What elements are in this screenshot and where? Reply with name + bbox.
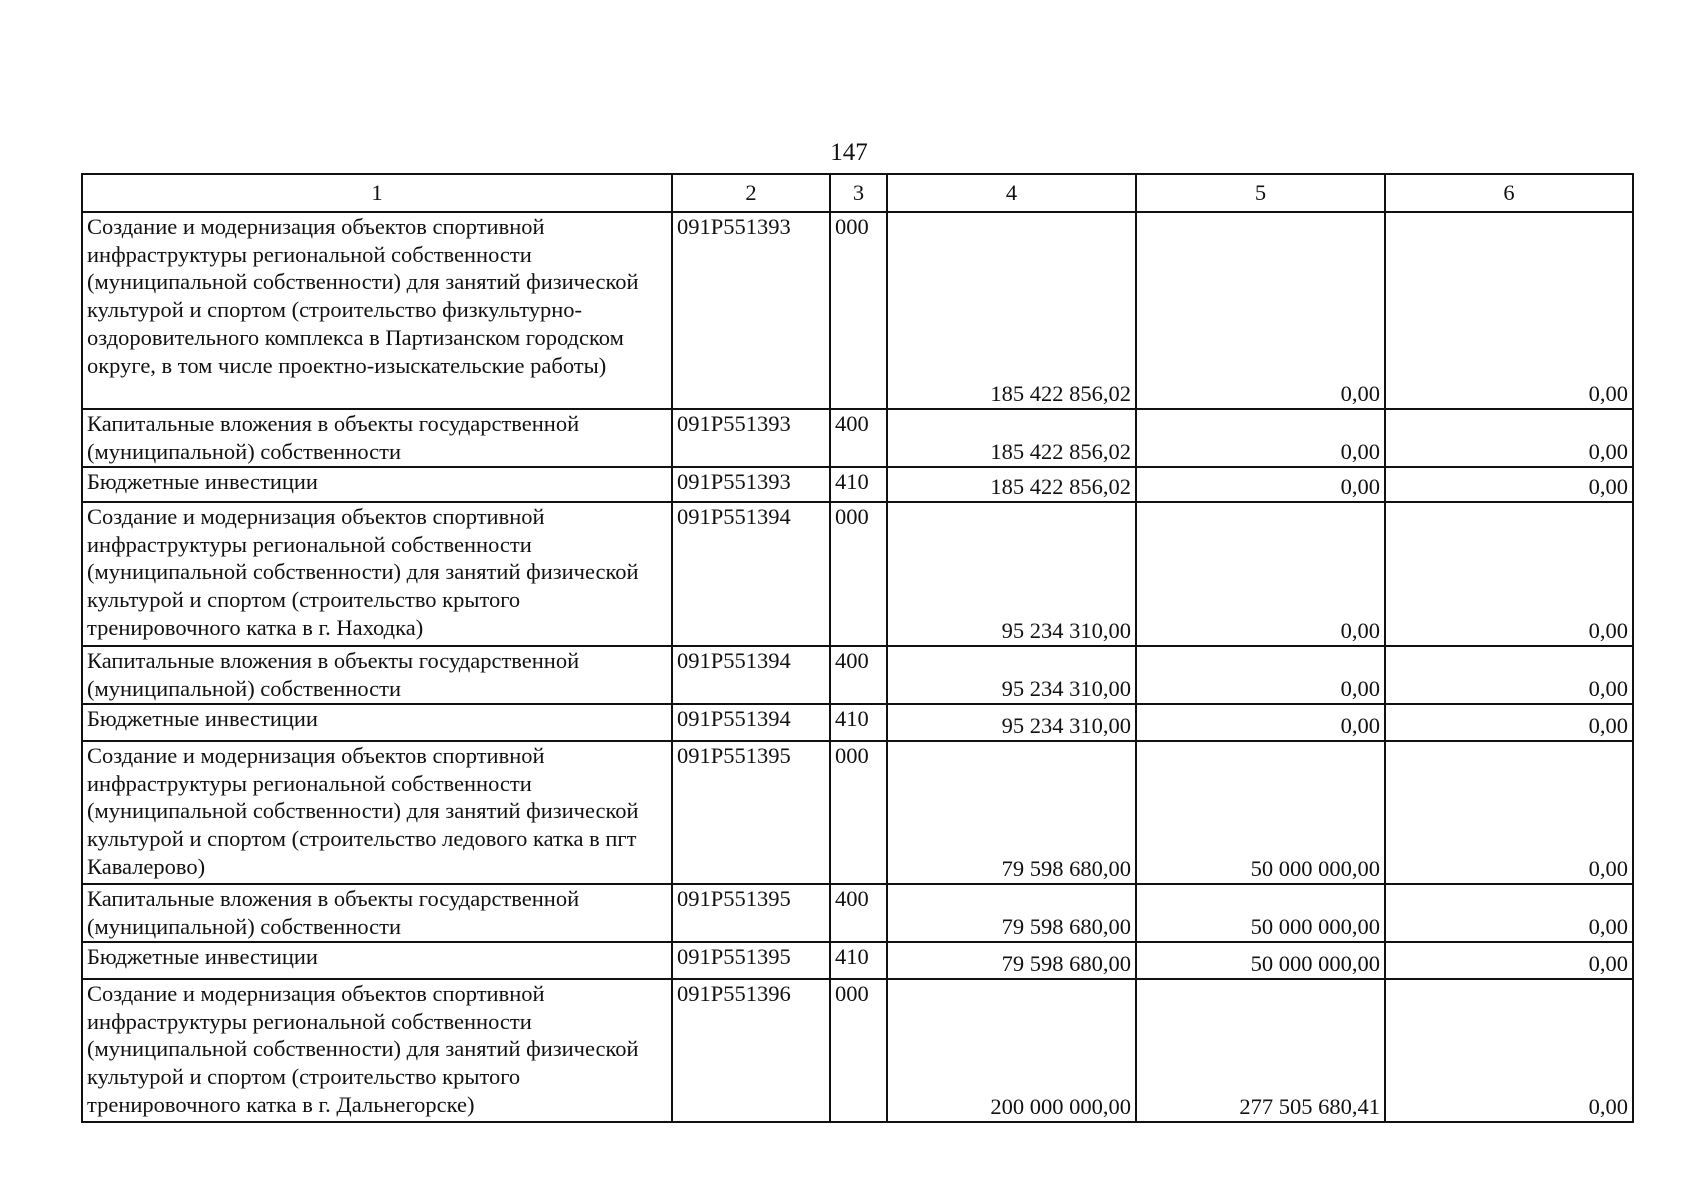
table-row (82, 884, 1633, 942)
row-amount-col6: 0,00 (1385, 646, 1633, 704)
row-amount-col5: 0,00 (1136, 704, 1385, 741)
row-expense-type-code: 000 (830, 212, 887, 409)
row-expense-type-code: 400 (830, 409, 887, 467)
row-amount-col6: 0,00 (1385, 502, 1633, 646)
row-target-article-code: 091P551395 (672, 942, 830, 979)
row-target-article-code: 091P551395 (672, 741, 830, 884)
row-target-article-code: 091P551393 (672, 409, 830, 467)
budget-table (81, 173, 1634, 1123)
row-amount-col4: 200 000 000,00 (887, 979, 1136, 1122)
column-header-2: 2 (672, 174, 830, 212)
column-header-1: 1 (82, 174, 672, 212)
table-row (82, 942, 1633, 979)
column-header-5: 5 (1136, 174, 1385, 212)
row-amount-col4: 95 234 310,00 (887, 502, 1136, 646)
row-amount-col6: 0,00 (1385, 741, 1633, 884)
row-description: Создание и модернизация объектов спортивной инфраструктуры региональной собственности (муниципальной собственности) для занятий физической культурой и спортом (строительство крытого тренировочного катка в г. Находка) (82, 502, 672, 646)
row-amount-col6: 0,00 (1385, 942, 1633, 979)
row-amount-col5: 50 000 000,00 (1136, 741, 1385, 884)
row-amount-col4: 185 422 856,02 (887, 467, 1136, 502)
row-amount-col5: 50 000 000,00 (1136, 942, 1385, 979)
row-expense-type-code: 410 (830, 467, 887, 502)
row-amount-col4: 79 598 680,00 (887, 942, 1136, 979)
row-amount-col6: 0,00 (1385, 409, 1633, 467)
row-expense-type-code: 000 (830, 741, 887, 884)
row-description: Создание и модернизация объектов спортивной инфраструктуры региональной собственности (муниципальной собственности) для занятий физической культурой и спортом (строительство ледового катка в пгт Кавалерово) (82, 741, 672, 884)
row-amount-col4: 79 598 680,00 (887, 884, 1136, 942)
table-row (82, 212, 1633, 409)
row-description: Бюджетные инвестиции (82, 704, 672, 741)
column-header-4: 4 (887, 174, 1136, 212)
row-amount-col5: 0,00 (1136, 646, 1385, 704)
row-amount-col4: 79 598 680,00 (887, 741, 1136, 884)
row-amount-col4: 95 234 310,00 (887, 704, 1136, 741)
row-description: Бюджетные инвестиции (82, 942, 672, 979)
row-target-article-code: 091P551394 (672, 646, 830, 704)
table-row (82, 502, 1633, 646)
row-expense-type-code: 000 (830, 979, 887, 1122)
row-amount-col5: 0,00 (1136, 467, 1385, 502)
row-description: Создание и модернизация объектов спортивной инфраструктуры региональной собственности (муниципальной собственности) для занятий физической культурой и спортом (строительство физкультурно-оздоровительного комплекса в Партизанском городском округе, в том числе проектно-изыскательские работы) (82, 212, 672, 409)
row-description: Капитальные вложения в объекты государственной (муниципальной) собственности (82, 884, 672, 942)
row-description: Капитальные вложения в объекты государственной (муниципальной) собственности (82, 409, 672, 467)
row-target-article-code: 091P551393 (672, 212, 830, 409)
table-row (82, 646, 1633, 704)
row-description: Создание и модернизация объектов спортивной инфраструктуры региональной собственности (муниципальной собственности) для занятий физической культурой и спортом (строительство крытого тренировочного катка в г. Дальнегорске) (82, 979, 672, 1122)
row-target-article-code: 091P551394 (672, 502, 830, 646)
row-amount-col5: 50 000 000,00 (1136, 884, 1385, 942)
row-amount-col4: 95 234 310,00 (887, 646, 1136, 704)
row-target-article-code: 091P551395 (672, 884, 830, 942)
page-number: 147 (830, 139, 868, 166)
header-row (82, 174, 1633, 212)
row-amount-col6: 0,00 (1385, 704, 1633, 741)
row-target-article-code: 091P551393 (672, 467, 830, 502)
row-amount-col6: 0,00 (1385, 212, 1633, 409)
table-row (82, 741, 1633, 884)
row-description: Капитальные вложения в объекты государственной (муниципальной) собственности (82, 646, 672, 704)
row-expense-type-code: 400 (830, 646, 887, 704)
row-amount-col6: 0,00 (1385, 884, 1633, 942)
row-amount-col6: 0,00 (1385, 979, 1633, 1122)
table-row (82, 979, 1633, 1122)
table-row (82, 409, 1633, 467)
table-row (82, 704, 1633, 741)
row-expense-type-code: 400 (830, 884, 887, 942)
row-amount-col5: 277 505 680,41 (1136, 979, 1385, 1122)
row-expense-type-code: 000 (830, 502, 887, 646)
row-target-article-code: 091P551396 (672, 979, 830, 1122)
column-header-6: 6 (1385, 174, 1633, 212)
row-expense-type-code: 410 (830, 704, 887, 741)
row-expense-type-code: 410 (830, 942, 887, 979)
row-amount-col4: 185 422 856,02 (887, 409, 1136, 467)
row-target-article-code: 091P551394 (672, 704, 830, 741)
row-amount-col5: 0,00 (1136, 409, 1385, 467)
row-description: Бюджетные инвестиции (82, 467, 672, 502)
table-row (82, 467, 1633, 502)
row-amount-col4: 185 422 856,02 (887, 212, 1136, 409)
column-header-3: 3 (830, 174, 887, 212)
row-amount-col5: 0,00 (1136, 212, 1385, 409)
row-amount-col5: 0,00 (1136, 502, 1385, 646)
row-amount-col6: 0,00 (1385, 467, 1633, 502)
